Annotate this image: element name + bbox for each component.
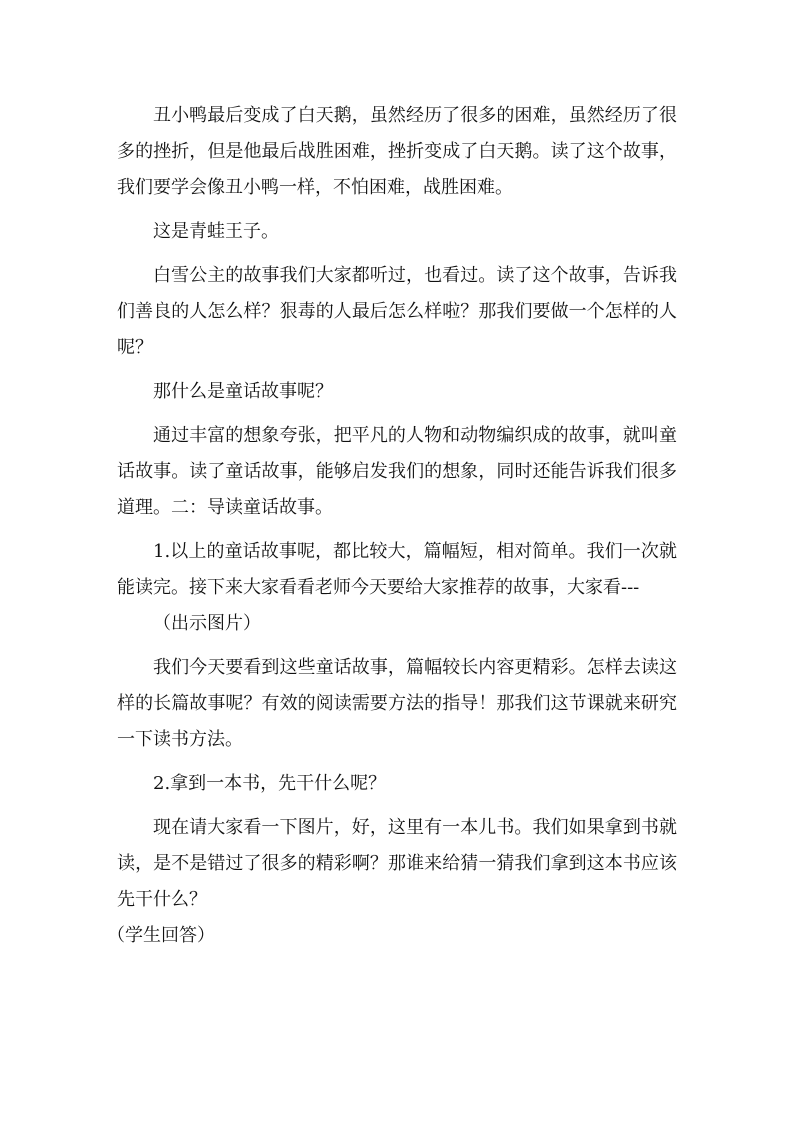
paragraph-look-at-picture: 现在请大家看一下图片，好，这里有一本儿书。我们如果拿到书就读，是不是错过了很多的精彩啊？那谁来给猜一猜我们拿到这本书应该先干什么？ [117, 817, 677, 910]
paragraph-what-is-fairy-tale: 那什么是童话故事呢？ [153, 381, 333, 402]
paragraph-frog-prince: 这是青蛙王子。 [153, 221, 279, 242]
paragraph-student-answer: （学生回答） [107, 925, 215, 946]
paragraph-item-1: 1.以上的童话故事呢，都比较大，篇幅短，相对简单。我们一次就能读完。接下来大家看看老师今天要给大家推荐的故事，大家看--- [117, 541, 677, 598]
paragraph-fairy-tale-definition: 通过丰富的想象夸张，把平凡的人物和动物编织成的故事，就叫童话故事。读了童话故事，能够启发我们的想象，同时还能告诉我们很多道理。二：导读童话故事。 [117, 425, 677, 518]
paragraph-item-2: 2.拿到一本书，先干什么呢？ [153, 773, 387, 794]
document-body [107, 98, 677, 954]
paragraph-snow-white: 白雪公主的故事我们大家都听过，也看过。读了这个故事，告诉我们善良的人怎么样？狠毒的人最后怎么样啦？那我们要做一个怎样的人呢？ [117, 265, 677, 358]
paragraph-show-picture: （出示图片） [153, 613, 261, 634]
paragraph-ugly-duckling: 丑小鸭最后变成了白天鹅，虽然经历了很多的困难，虽然经历了很多的挫折，但是他最后战胜困难，挫折变成了白天鹅。读了这个故事，我们要学会像丑小鸭一样，不怕困难，战胜困难。 [117, 105, 677, 198]
paragraph-long-stories: 我们今天要看到这些童话故事，篇幅较长内容更精彩。怎样去读这样的长篇故事呢？有效的阅读需要方法的指导！那我们这节课就来研究一下读书方法。 [117, 657, 677, 750]
